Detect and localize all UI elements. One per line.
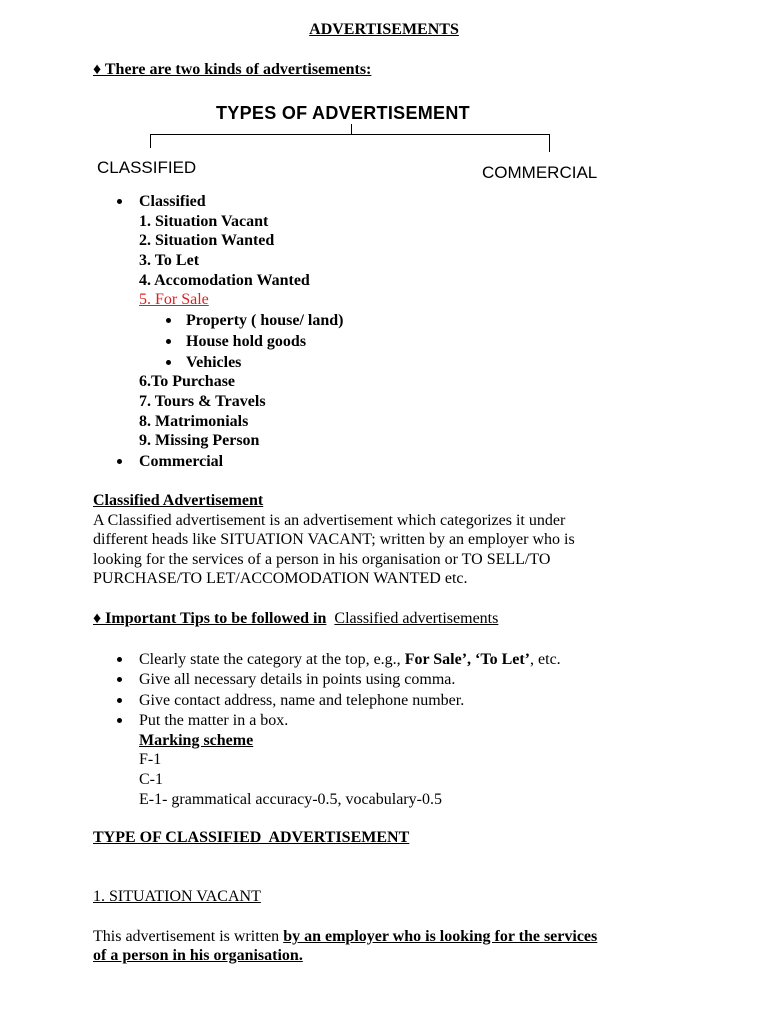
tips-heading-suffix: Classified advertisements <box>334 610 499 627</box>
sub-list-item: House hold goods <box>186 333 307 350</box>
diagram-commercial-label: COMMERCIAL <box>482 163 598 182</box>
list-item: 7. Tours & Travels <box>139 393 266 410</box>
list-item: 8. Matrimonials <box>139 413 249 430</box>
tip-text-end: , etc. <box>530 651 561 668</box>
bullet-icon <box>166 339 171 344</box>
paragraph-line <box>93 927 597 947</box>
tip-item <box>139 650 561 670</box>
marking-item: E-1- grammatical accuracy-0.5, vocabulary-0.5 <box>139 791 442 808</box>
list-item-for-sale: 5. For Sale <box>139 291 209 308</box>
diagram-left-drop <box>150 134 151 148</box>
document-title: ADVERTISEMENTS <box>309 21 459 38</box>
list-item: 3. To Let <box>139 252 200 269</box>
paragraph-line: different heads like SITUATION VACANT; written by an employer who is <box>93 531 575 548</box>
diagram-root-stem <box>351 124 352 134</box>
bullet-icon <box>117 677 122 682</box>
diagram-root-label: TYPES OF ADVERTISEMENT <box>216 103 470 123</box>
paragraph-line: PURCHASE/TO LET/ACCOMODATION WANTED etc. <box>93 570 468 587</box>
bullet-icon <box>117 459 122 464</box>
diagram-right-drop <box>549 134 550 152</box>
paragraph-text: This advertisement is written <box>93 928 280 945</box>
list-item: 4. Accomodation Wanted <box>139 272 310 289</box>
bullet-icon <box>166 318 171 323</box>
paragraph-line: looking for the services of a person in his organisation or TO SELL/TO <box>93 551 551 568</box>
list-item: 6.To Purchase <box>139 373 236 390</box>
bullet-icon <box>117 698 122 703</box>
marking-item: C-1 <box>139 771 163 788</box>
tip-text: Clearly state the category at the top, e.g., <box>139 651 401 668</box>
situation-vacant-heading: 1. SITUATION VACANT <box>93 888 261 905</box>
type-of-classified-heading: TYPE OF CLASSIFIED ADVERTISEMENT <box>93 829 410 846</box>
diagram-classified-label: CLASSIFIED <box>97 158 197 177</box>
intro-line: ♦ There are two kinds of advertisements: <box>93 61 372 78</box>
sub-list-item: Property ( house/ land) <box>186 312 344 329</box>
marking-item: F-1 <box>139 751 162 768</box>
list-item: 1. Situation Vacant <box>139 213 269 230</box>
diagram-horizontal-connector <box>150 134 550 135</box>
classified-heading: Classified Advertisement <box>93 492 264 509</box>
tips-heading-prefix: ♦ Important Tips to be followed in <box>93 610 327 627</box>
tip-emphasis: For Sale’, ‘To Let’ <box>404 651 531 668</box>
tip-item: Give contact address, name and telephone number. <box>139 692 465 709</box>
sub-list-item: Vehicles <box>186 354 242 371</box>
bullet-icon <box>117 718 122 723</box>
paragraph-line-emphasis: of a person in his organisation. <box>93 947 303 964</box>
paragraph-line: A Classified advertisement is an advertisement which categorizes it under <box>93 512 566 529</box>
tip-item: Give all necessary details in points using comma. <box>139 671 456 688</box>
outline-commercial-label: Commercial <box>139 453 224 470</box>
marking-scheme-heading: Marking scheme <box>139 732 254 749</box>
tip-item: Put the matter in a box. <box>139 712 289 729</box>
tips-heading <box>93 609 498 629</box>
list-item: 9. Missing Person <box>139 432 260 449</box>
outline-classified-label: Classified <box>139 193 206 210</box>
bullet-icon <box>166 360 171 365</box>
bullet-icon <box>117 657 122 662</box>
list-item: 2. Situation Wanted <box>139 232 275 249</box>
bullet-icon <box>117 199 122 204</box>
paragraph-emphasis: by an employer who is looking for the services <box>283 928 598 945</box>
